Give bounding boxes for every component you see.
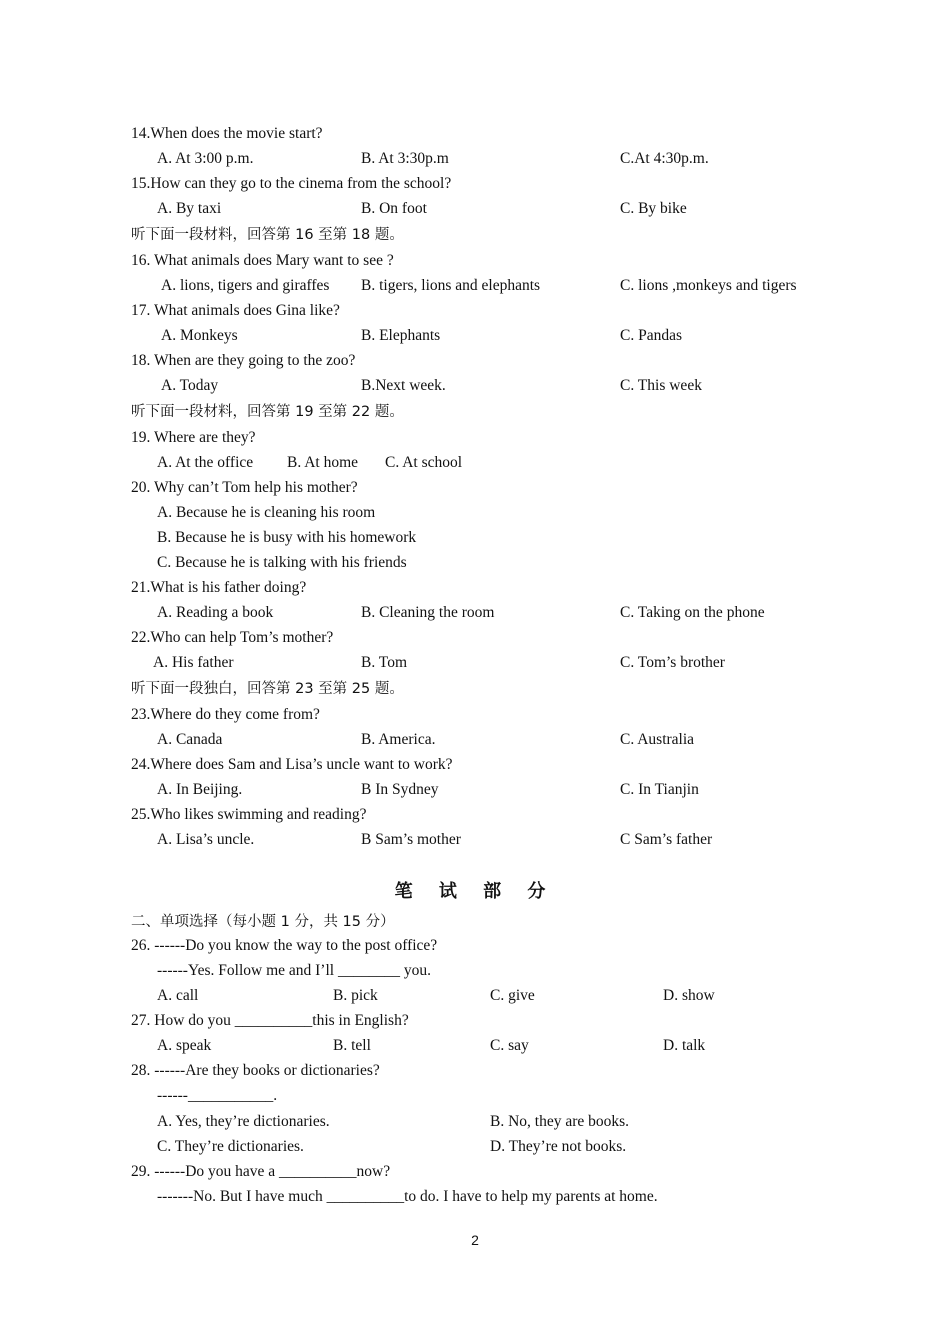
instruction-text: 听下面一段材料，回答第 16 至第 18 题。	[131, 227, 404, 243]
option-a: A. Today	[161, 377, 219, 394]
option-d: D. show	[663, 987, 715, 1004]
option-b: B. Because he is busy with his homework	[157, 529, 417, 546]
option-c: C. Tom’s brother	[620, 654, 725, 671]
option-c: C. give	[490, 987, 535, 1004]
option-b: B. America.	[361, 731, 436, 748]
question-text: 24.Where does Sam and Lisa’s uncle want to work?	[131, 756, 453, 773]
option-d: D. talk	[663, 1037, 706, 1054]
option-b: B. tigers, lions and elephants	[361, 277, 541, 294]
question-text: 26. ------Do you know the way to the post office?	[131, 937, 438, 954]
option-a: A. call	[157, 987, 199, 1004]
option-a: A. In Beijing.	[157, 781, 243, 798]
option-b: B. Elephants	[361, 327, 441, 344]
question-text: 15.How can they go to the cinema from the school?	[131, 175, 452, 192]
option-d: D. They’re not books.	[490, 1138, 627, 1155]
option-b: B. Cleaning the room	[361, 604, 495, 621]
option-a: A. His father	[153, 654, 234, 671]
option-a: A. Reading a book	[157, 604, 274, 621]
option-c: C. Because he is talking with his friends	[157, 554, 407, 571]
option-c: C. In Tianjin	[620, 781, 699, 798]
question-text: 18. When are they going to the zoo?	[131, 352, 356, 369]
question-text: 22.Who can help Tom’s mother?	[131, 629, 334, 646]
option-c: C. Taking on the phone	[620, 604, 765, 621]
option-b: B. At 3:30p.m	[361, 150, 449, 167]
option-b: B.Next week.	[361, 377, 446, 394]
option-b: B. No, they are books.	[490, 1113, 630, 1130]
option-c: C. By bike	[620, 200, 687, 217]
option-c: C. They’re dictionaries.	[157, 1138, 304, 1155]
option-c: C. At school	[385, 454, 463, 471]
option-a: A. At 3:00 p.m.	[157, 150, 254, 167]
option-c: C. Australia	[620, 731, 695, 748]
question-text: 28. ------Are they books or dictionaries?	[131, 1062, 380, 1079]
page-number: 2	[471, 1232, 479, 1248]
option-b: B. Tom	[361, 654, 408, 671]
question-text: 16. What animals does Mary want to see ?	[131, 252, 394, 269]
question-text: 19. Where are they?	[131, 429, 256, 446]
option-c: C. This week	[620, 377, 702, 394]
option-b: B In Sydney	[361, 781, 439, 798]
question-text: 21.What is his father doing?	[131, 579, 307, 596]
instruction-text: 听下面一段材料，回答第 19 至第 22 题。	[131, 404, 404, 420]
option-a: A. Canada	[157, 731, 223, 748]
option-c: C. Pandas	[620, 327, 682, 344]
reply-text: -------No. But I have much __________to do. I have to help my parents at home.	[157, 1188, 658, 1205]
option-a: A. Monkeys	[161, 327, 238, 344]
section-title-text: 二、单项选择（每小题 1 分，共 15 分）	[131, 914, 395, 930]
option-b: B Sam’s mother	[361, 831, 461, 848]
section-heading: 笔 试 部 分	[394, 881, 556, 902]
option-a: A. Lisa’s uncle.	[157, 831, 255, 848]
option-b: B. At home	[287, 454, 359, 471]
question-text: 23.Where do they come from?	[131, 706, 320, 723]
option-a: A. speak	[157, 1037, 212, 1054]
option-c: C.At 4:30p.m.	[620, 150, 709, 167]
option-a: A. At the office	[157, 454, 254, 471]
option-a: A. lions, tigers and giraffes	[161, 277, 330, 294]
question-text: 20. Why can’t Tom help his mother?	[131, 479, 358, 496]
option-a: A. Yes, they’re dictionaries.	[157, 1113, 330, 1130]
reply-text: ------___________.	[157, 1087, 278, 1104]
question-text: 27. How do you __________this in English?	[131, 1012, 409, 1029]
question-text: 17. What animals does Gina like?	[131, 302, 340, 319]
option-a: A. By taxi	[157, 200, 222, 217]
option-c: C Sam’s father	[620, 831, 713, 848]
reply-text: ------Yes. Follow me and I’ll ________ you.	[157, 962, 431, 979]
question-text: 29. ------Do you have a __________now?	[131, 1163, 391, 1180]
option-b: B. pick	[333, 987, 378, 1004]
option-b: B. On foot	[361, 200, 427, 217]
question-text: 14.When does the movie start?	[131, 125, 323, 142]
option-b: B. tell	[333, 1037, 371, 1054]
question-text: 25.Who likes swimming and reading?	[131, 806, 367, 823]
option-c: C. say	[490, 1037, 529, 1054]
option-a: A. Because he is cleaning his room	[157, 504, 376, 521]
option-c: C. lions ,monkeys and tigers	[620, 277, 797, 294]
instruction-text: 听下面一段独白，回答第 23 至第 25 题。	[131, 681, 404, 697]
